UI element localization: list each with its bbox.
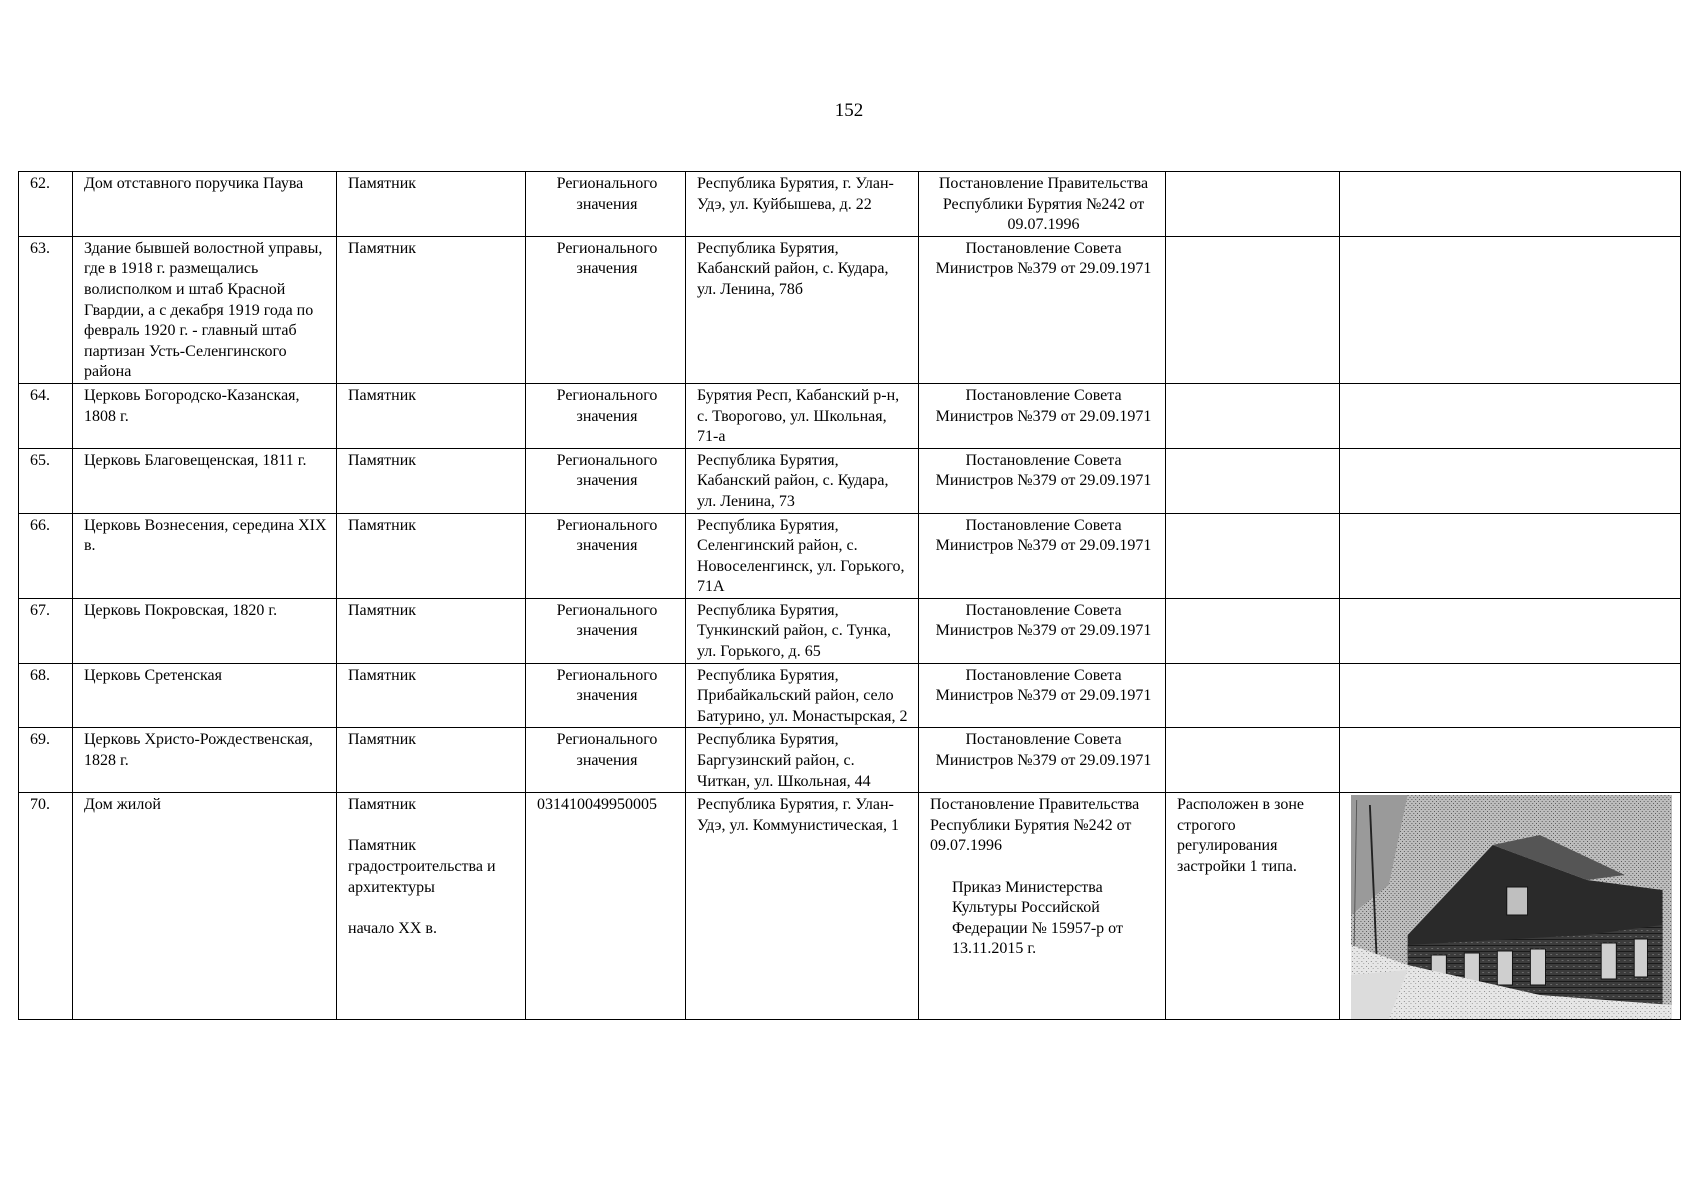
object-name: Церковь Христо-Рождественская, 1828 г. bbox=[73, 728, 337, 793]
house-photo-image bbox=[1351, 795, 1672, 1019]
table-row bbox=[19, 448, 1681, 513]
object-type-category: Памятник градостроительства и архитектуры bbox=[348, 837, 496, 896]
table-row bbox=[19, 663, 1681, 728]
photo-cell bbox=[1340, 728, 1681, 793]
protection-document bbox=[919, 793, 1166, 1020]
note-cell: Расположен в зоне строгого регулирования застройки 1 типа. bbox=[1166, 793, 1340, 1020]
photo-cell bbox=[1340, 598, 1681, 663]
protection-document: Постановление Совета Министров №379 от 29.09.1971 bbox=[919, 728, 1166, 793]
object-significance: Регионального значения bbox=[526, 448, 686, 513]
note-cell bbox=[1166, 728, 1340, 793]
object-type: Памятник bbox=[337, 383, 526, 448]
object-name: Церковь Покровская, 1820 г. bbox=[73, 598, 337, 663]
object-significance: Регионального значения bbox=[526, 513, 686, 598]
object-address: Республика Бурятия, Тункинский район, с. Тунка, ул. Горького, д. 65 bbox=[686, 598, 919, 663]
object-significance: Регионального значения bbox=[526, 172, 686, 237]
object-type: Памятник bbox=[337, 236, 526, 383]
object-address: Республика Бурятия, г. Улан-Удэ, ул. Коммунистическая, 1 bbox=[686, 793, 919, 1020]
object-address: Республика Бурятия, Селенгинский район, с. Новоселенгинск, ул. Горького, 71А bbox=[686, 513, 919, 598]
row-number: 63. bbox=[19, 236, 73, 383]
object-name: Церковь Богородско-Казанская, 1808 г. bbox=[73, 383, 337, 448]
object-type: Памятник bbox=[337, 728, 526, 793]
table-row bbox=[19, 793, 1681, 1020]
photo-cell bbox=[1340, 383, 1681, 448]
row-number: 69. bbox=[19, 728, 73, 793]
object-address: Республика Бурятия, Кабанский район, с. Кудара, ул. Ленина, 73 bbox=[686, 448, 919, 513]
object-dating: начало XX в. bbox=[348, 919, 437, 937]
object-type bbox=[337, 793, 526, 1020]
object-name: Здание бывшей волостной управы, где в 1918 г. размещались волисполком и штаб Красной Гвардии, а с декабря 1919 года по февраль 1920 г. - главный штаб партизан Усть-Селенгинского района bbox=[73, 236, 337, 383]
object-name: Дом жилой bbox=[73, 793, 337, 1020]
object-type: Памятник bbox=[337, 663, 526, 728]
object-significance: Регионального значения bbox=[526, 663, 686, 728]
object-significance: Регионального значения bbox=[526, 598, 686, 663]
note-cell bbox=[1166, 383, 1340, 448]
note-cell bbox=[1166, 513, 1340, 598]
protection-document: Постановление Совета Министров №379 от 29.09.1971 bbox=[919, 236, 1166, 383]
photo-cell bbox=[1340, 513, 1681, 598]
row-number: 67. bbox=[19, 598, 73, 663]
object-name: Церковь Благовещенская, 1811 г. bbox=[73, 448, 337, 513]
object-name: Церковь Вознесения, середина XIX в. bbox=[73, 513, 337, 598]
heritage-registry-table bbox=[18, 171, 1681, 1020]
object-address: Республика Бурятия, Прибайкальский район, село Батурино, ул. Монастырская, 2 bbox=[686, 663, 919, 728]
note-cell bbox=[1166, 598, 1340, 663]
table-row bbox=[19, 383, 1681, 448]
object-type: Памятник bbox=[337, 513, 526, 598]
protection-document-2: Приказ Министерства Культуры Российской Федерации № 15957-р от 13.11.2015 г. bbox=[952, 878, 1123, 958]
protection-document: Постановление Совета Министров №379 от 29.09.1971 bbox=[919, 598, 1166, 663]
row-number: 62. bbox=[19, 172, 73, 237]
row-number: 66. bbox=[19, 513, 73, 598]
object-significance: Регионального значения bbox=[526, 383, 686, 448]
object-significance: Регионального значения bbox=[526, 236, 686, 383]
table-row bbox=[19, 513, 1681, 598]
protection-document: Постановление Правительства Республики Бурятия №242 от 09.07.1996 bbox=[919, 172, 1166, 237]
registry-code: 031410049950005 bbox=[526, 793, 686, 1020]
row-number: 65. bbox=[19, 448, 73, 513]
note-cell bbox=[1166, 172, 1340, 237]
note-cell bbox=[1166, 663, 1340, 728]
photo-cell bbox=[1340, 448, 1681, 513]
photo-cell bbox=[1340, 793, 1681, 1020]
note-cell bbox=[1166, 448, 1340, 513]
photo-cell bbox=[1340, 236, 1681, 383]
table-body bbox=[19, 172, 1681, 1020]
protection-document: Постановление Совета Министров №379 от 29.09.1971 bbox=[919, 448, 1166, 513]
protection-document-1: Постановление Правительства Республики Бурятия №242 от 09.07.1996 bbox=[930, 796, 1140, 855]
object-type-kind: Памятник bbox=[348, 796, 417, 814]
object-type: Памятник bbox=[337, 172, 526, 237]
object-address: Республика Бурятия, Кабанский район, с. Кудара, ул. Ленина, 78б bbox=[686, 236, 919, 383]
table-row bbox=[19, 172, 1681, 237]
table-row bbox=[19, 598, 1681, 663]
protection-document: Постановление Совета Министров №379 от 29.09.1971 bbox=[919, 663, 1166, 728]
protection-document: Постановление Совета Министров №379 от 29.09.1971 bbox=[919, 383, 1166, 448]
object-address: Бурятия Респ, Кабанский р-н, с. Творогово, ул. Школьная, 71-а bbox=[686, 383, 919, 448]
object-type: Памятник bbox=[337, 448, 526, 513]
note-cell bbox=[1166, 236, 1340, 383]
object-address: Республика Бурятия, Баргузинский район, с. Читкан, ул. Школьная, 44 bbox=[686, 728, 919, 793]
protection-document: Постановление Совета Министров №379 от 29.09.1971 bbox=[919, 513, 1166, 598]
photo-cell bbox=[1340, 663, 1681, 728]
object-address: Республика Бурятия, г. Улан-Удэ, ул. Куйбышева, д. 22 bbox=[686, 172, 919, 237]
row-number: 68. bbox=[19, 663, 73, 728]
object-name: Дом отставного поручика Паува bbox=[73, 172, 337, 237]
row-number: 64. bbox=[19, 383, 73, 448]
table-row bbox=[19, 236, 1681, 383]
page-number: 152 bbox=[834, 100, 864, 121]
table-row bbox=[19, 728, 1681, 793]
object-name: Церковь Сретенская bbox=[73, 663, 337, 728]
object-type: Памятник bbox=[337, 598, 526, 663]
photo-cell bbox=[1340, 172, 1681, 237]
row-number: 70. bbox=[19, 793, 73, 1020]
object-significance: Регионального значения bbox=[526, 728, 686, 793]
house-photo bbox=[1351, 795, 1672, 1019]
